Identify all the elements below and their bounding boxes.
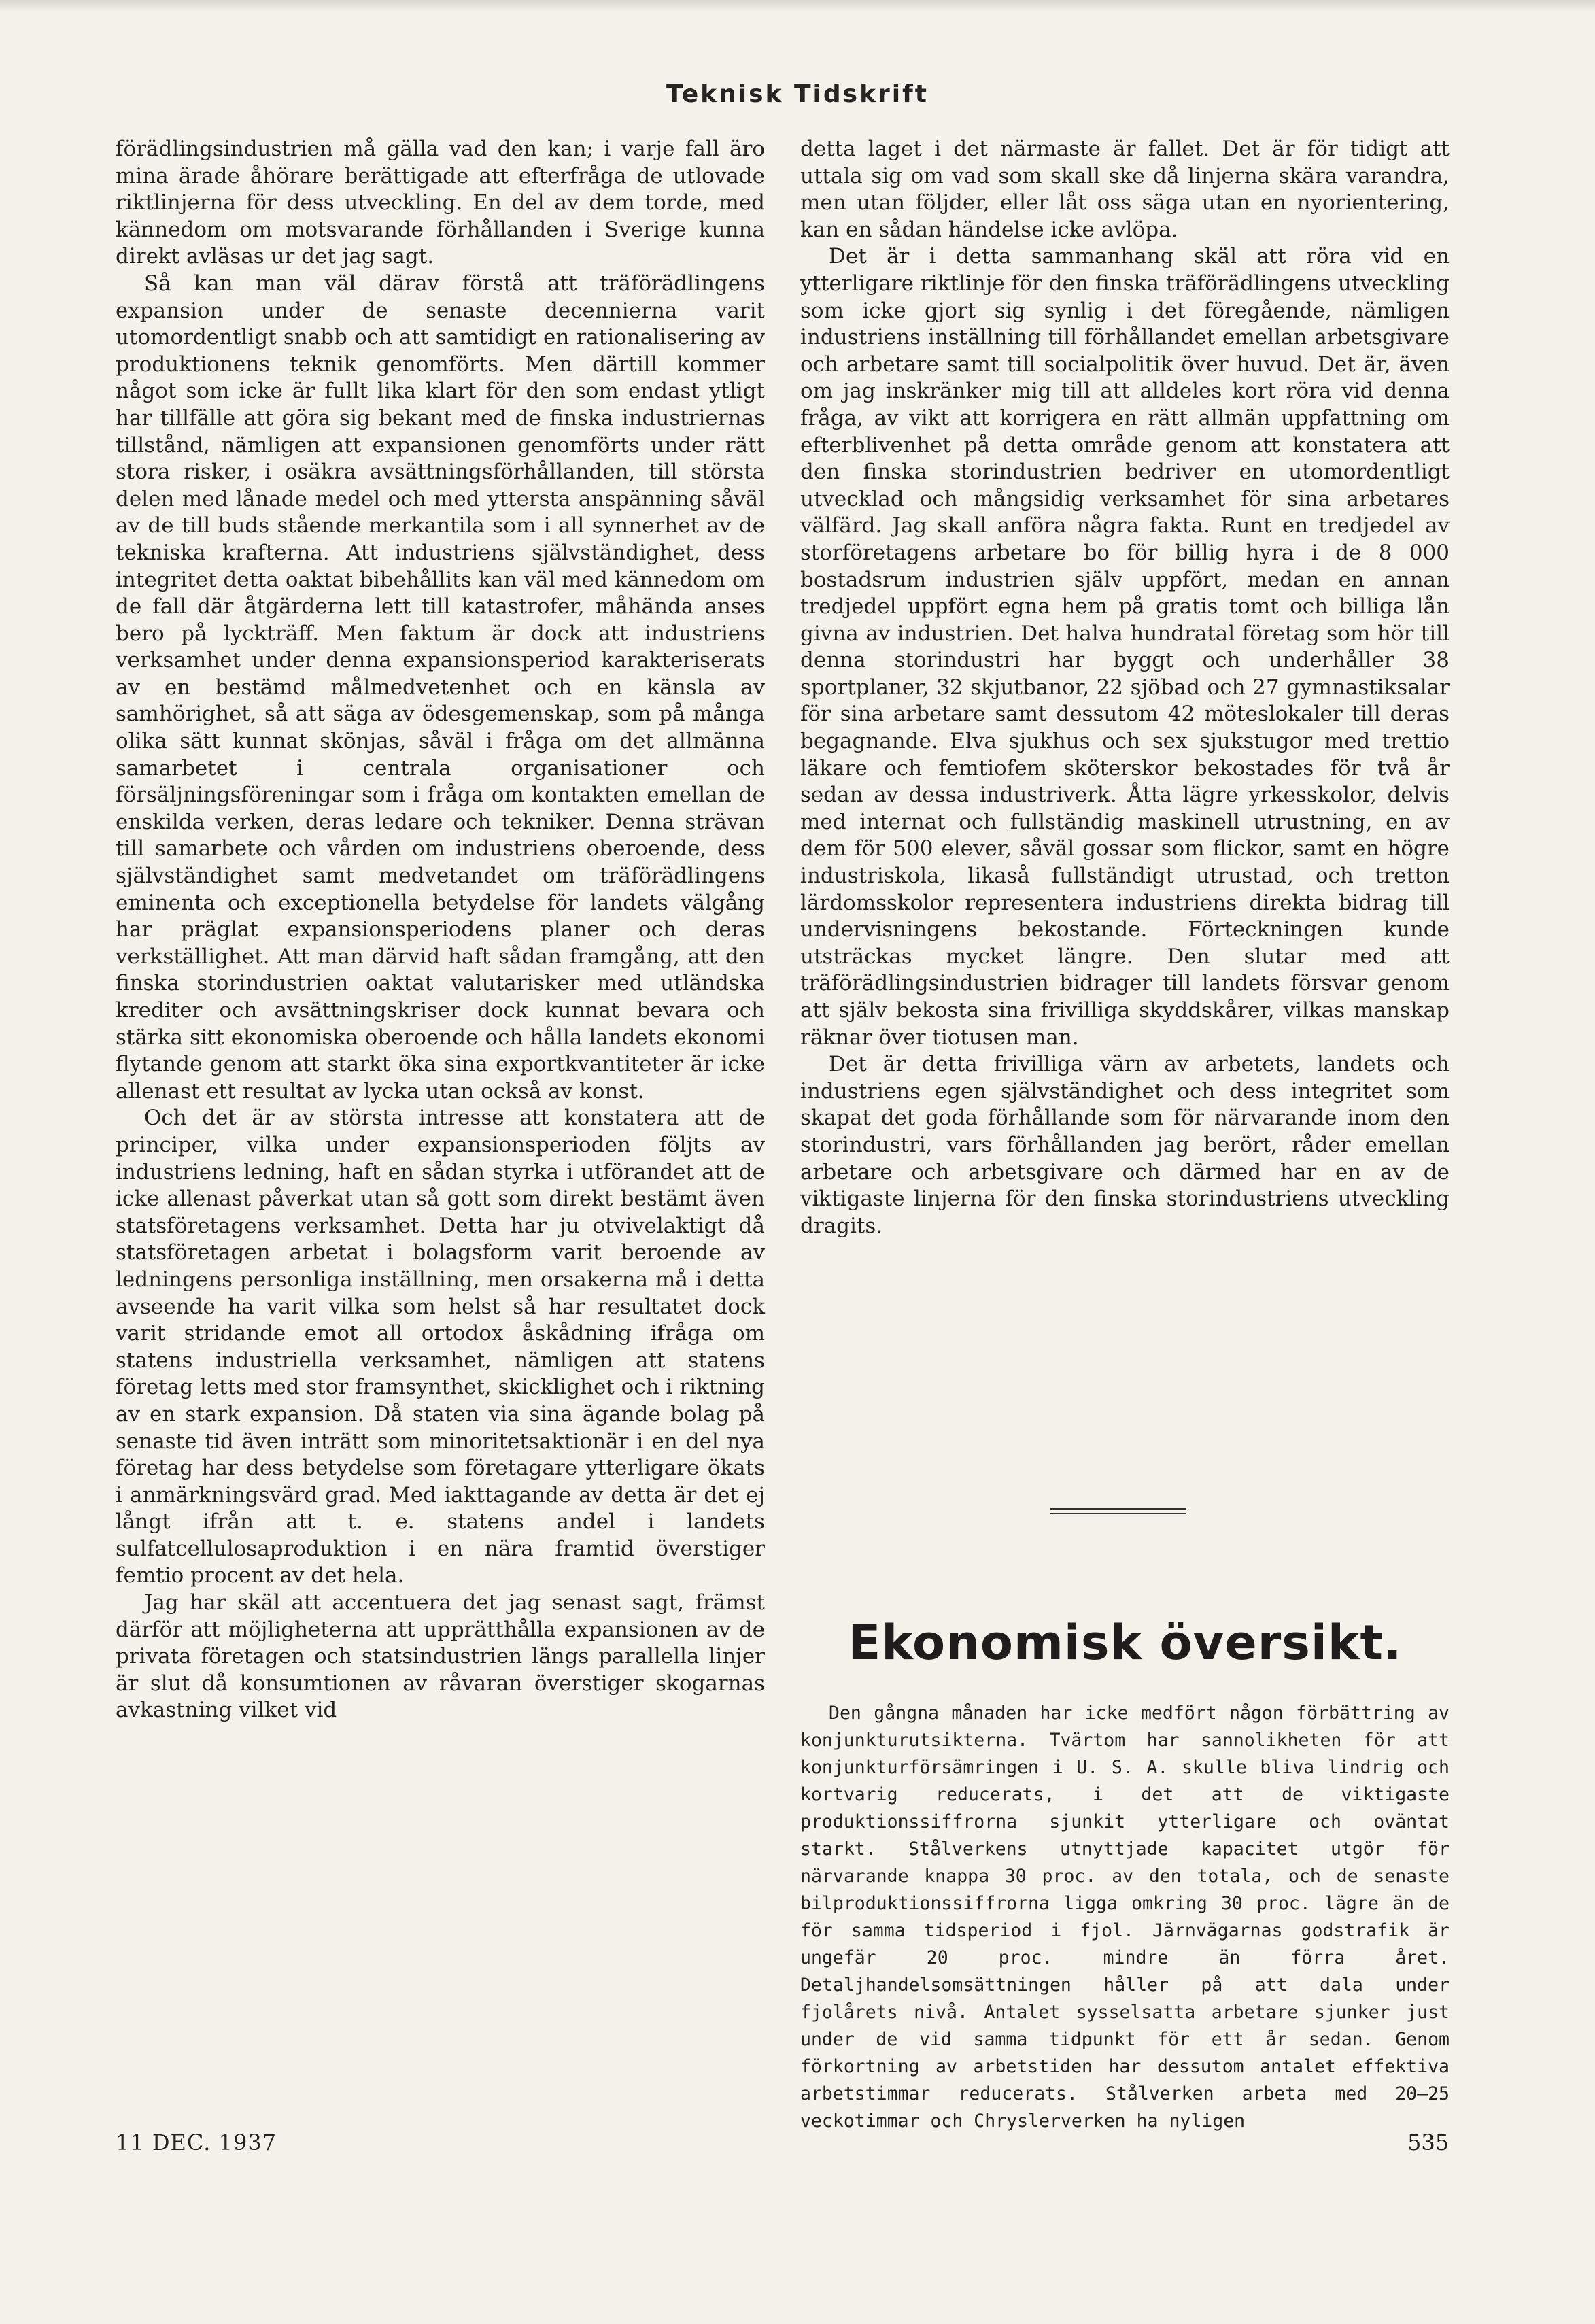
left-paragraph-3: Och det är av största intresse att konstatera att de principer, vilka under expansionsperioden följts av industriens ledning, haft en sådan styrka i utförandet att de icke allenast påverkat utan så gott som direkt bestämt även statsföretagens verksamhet. Detta har ju otvivelaktigt då statsföretagen arbetat i bolagsform varit beroende av ledningens personliga inställning, men orsakerna må i detta avseende ha varit vilka som helst så har resultatet dock varit stridande emot all ortodox åskådning ifråga om statens industriella verksamhet, nämligen att statens företag letts med stor framsynthet, skicklighet och i riktning av en stark expansion. Då staten via sina ägande bolag på senaste tid även inträtt som minoritetsaktionär i en del nya företag har dess betydelse som företagare ytterligare ökats i anmärkningsvärd grad. Med iakttagande av detta är det ej långt ifrån att t. e. statens andel i landets sulfatcellulosaproduktion i en nära framtid överstiger femtio procent av det hela. <box>116 1106 765 1588</box>
right-paragraph-3: Det är detta frivilliga värn av arbetets, landets och industriens egen självständighet och dess integritet som skapat det goda förhållande som för närvarande inom den storindustri, vars förhållanden jag berört, råder emellan arbetare och arbetsgivare och därmed har en av de viktigaste linjerna för den finska storindustriens utveckling dragits. <box>800 1052 1450 1238</box>
section-body: Den gångna månaden har icke medfört någon förbättring av konjunkturutsikterna. Tvärtom har sannolikheten för att konjunkturförsämringen i U. S. A. skulle bliva lindrig och kortvarig reducerats, i det att de viktigaste produktionssiffrorna sjunkit ytterligare och oväntat starkt. Stålverkens utnyttjade kapacitet utgör för närvarande knappa 30 proc. av den totala, och de senaste bilproduktionssiffrorna ligga omkring 30 proc. lägre än de för samma tidsperiod i fjol. Järnvägarnas godstrafik är ungefär 20 proc. mindre än förra året. Detaljhandelsomsättningen håller på att dala under fjolårets nivå. Antalet sysselsatta arbetare sjunker just under de vid samma tidpunkt för ett år sedan. Genom förkortning av arbetstiden har dessutom antalet effektiva arbetstimmar reducerats. Stålverken arbeta med 20—25 veckotimmar och Chryslerverken ha nyligen <box>800 1703 1450 2132</box>
left-paragraph-1: förädlingsindustrien må gälla vad den kan; i varje fall äro mina ärade åhörare berättigade att efterfråga de utlovade riktlinjerna för dess utveckling. En del av dem torde, med kännedom om motsvarande förhållanden i Sverige kunna direkt avläsas ur det jag sagt. <box>116 137 765 269</box>
section-title: Ekonomisk översikt. <box>848 1615 1403 1671</box>
right-paragraph-2: Det är i detta sammanhang skäl att röra vid en ytterligare riktlinje för den finska träförädlingens utveckling som icke gjort sig synlig i det föregående, nämligen industriens inställning till förhållandet emellan arbetsgivare och arbetare samt till socialpolitik över huvud. Det är, även om jag inskränker mig till att alldeles kort röra vid denna fråga, av vikt att korrigera en rätt allmän uppfattning om efterblivenhet på detta område genom att konstatera att den finska storindustrien bedriver en utomordentligt utvecklad och mångsidig verksamhet för sina arbetares välfärd. Jag skall anföra några fakta. Runt en tredjedel av storföretagens arbetare bo för billig hyra i de 8 000 bostadsrum industrien själv uppfört, medan en annan tredjedel uppfört egna hem på gratis tomt och billiga lån givna av industrien. Det halva hundratal företag som hör till denna storindustri har byggt och underhåller 38 sportplaner, 32 skjutbanor, 22 sjöbad och 27 gymnastiksalar för sina arbetare samt dessutom 42 möteslokaler till deras begagnande. Elva sjukhus och sex sjukstugor med trettio läkare och femtiofem sköterskor bekostades för två år sedan av dessa industriverk. Åtta lägre yrkesskolor, delvis med internat och fullständig maskinell utrustning, en av dem för 500 elever, såväl gossar som flickor, samt en högre industriskola, likaså fullständigt utrustad, och tretton lärdomsskolor representera industriens direkta bidrag till undervisningens bekostande. Förteckningen kunde utsträckas mycket längre. Den slutar med att träförädlingsindustrien bidrager till landets försvar genom att själv bekosta sina frivilliga skyddskårer, vilkas manskap räknar över tiotusen man. <box>800 244 1450 1050</box>
page-number: 535 <box>1407 2130 1450 2155</box>
section-divider <box>1050 1508 1186 1514</box>
left-column <box>116 136 765 1724</box>
left-paragraph-4: Jag har skäl att accentuera det jag senast sagt, främst därför att möjligheterna att upprätthålla expansionen av de privata företagen och statsindustrien längs parallella linjer är slut då konsumtionen av råvaran överstiger skogarnas avkastning vilket vid <box>116 1590 765 1723</box>
right-paragraph-1: detta laget i det närmaste är fallet. Det är för tidigt att uttala sig om vad som skall ske då linjerna skära varandra, men utan följder, eller låt oss säga utan en nyorientering, kan en sådan händelse icke avlöpa. <box>800 137 1450 242</box>
scan-edge <box>0 0 1595 12</box>
footer-date: 11 DEC. 1937 <box>116 2130 277 2155</box>
right-column <box>800 136 1450 1240</box>
masthead-title: Teknisk Tidskrift <box>666 80 929 108</box>
left-paragraph-2: Så kan man väl därav förstå att träförädlingens expansion under de senaste decennierna varit utomordentligt snabb och att samtidigt en rationalisering av produktionens teknik genomförts. Men därtill kommer något som icke är fullt lika klart för den som endast ytligt har tillfälle att göra sig bekant med de finska industriernas tillstånd, nämligen att expansionen genomförts under rätt stora risker, i osäkra avsättningsförhållanden, till största delen med lånade medel och med yttersta anspänning såväl av de till buds stående merkantila som i all synnerhet av de tekniska krafterna. Att industriens självständighet, dess integritet detta oaktat bibehållits kan väl med kännedom om de fall där åtgärderna lett till katastrofer, måhända anses bero på lyckträff. Men faktum är dock att industriens verksamhet under denna expansionsperiod karakteriserats av en bestämd målmedvetenhet och en känsla av samhörighet, så att säga av ödesgemenskap, som på många olika sätt kunnat skönjas, såväl i fråga om det allmänna samarbetet i centrala organisationer och försäljningsföreningar som i fråga om kontakten emellan de enskilda verken, deras ledare och tekniker. Denna strävan till samarbete och vården om industriens oberoende, dess självständighet samt medvetandet om träförädlingens eminenta och exceptionella betydelse för landets välgång har präglat expansionsperiodens planer och deras verkställighet. Att man därvid haft sådan framgång, att den finska storindustrien oaktat valutarisker med utländska krediter och avsättningskriser dock kunnat bevara och stärka sitt ekonomiska oberoende och hålla landets ekonomi flytande genom att starkt öka sina exportkvantiteter är icke allenast ett resultat av lycka utan också av konst. <box>116 271 766 1104</box>
